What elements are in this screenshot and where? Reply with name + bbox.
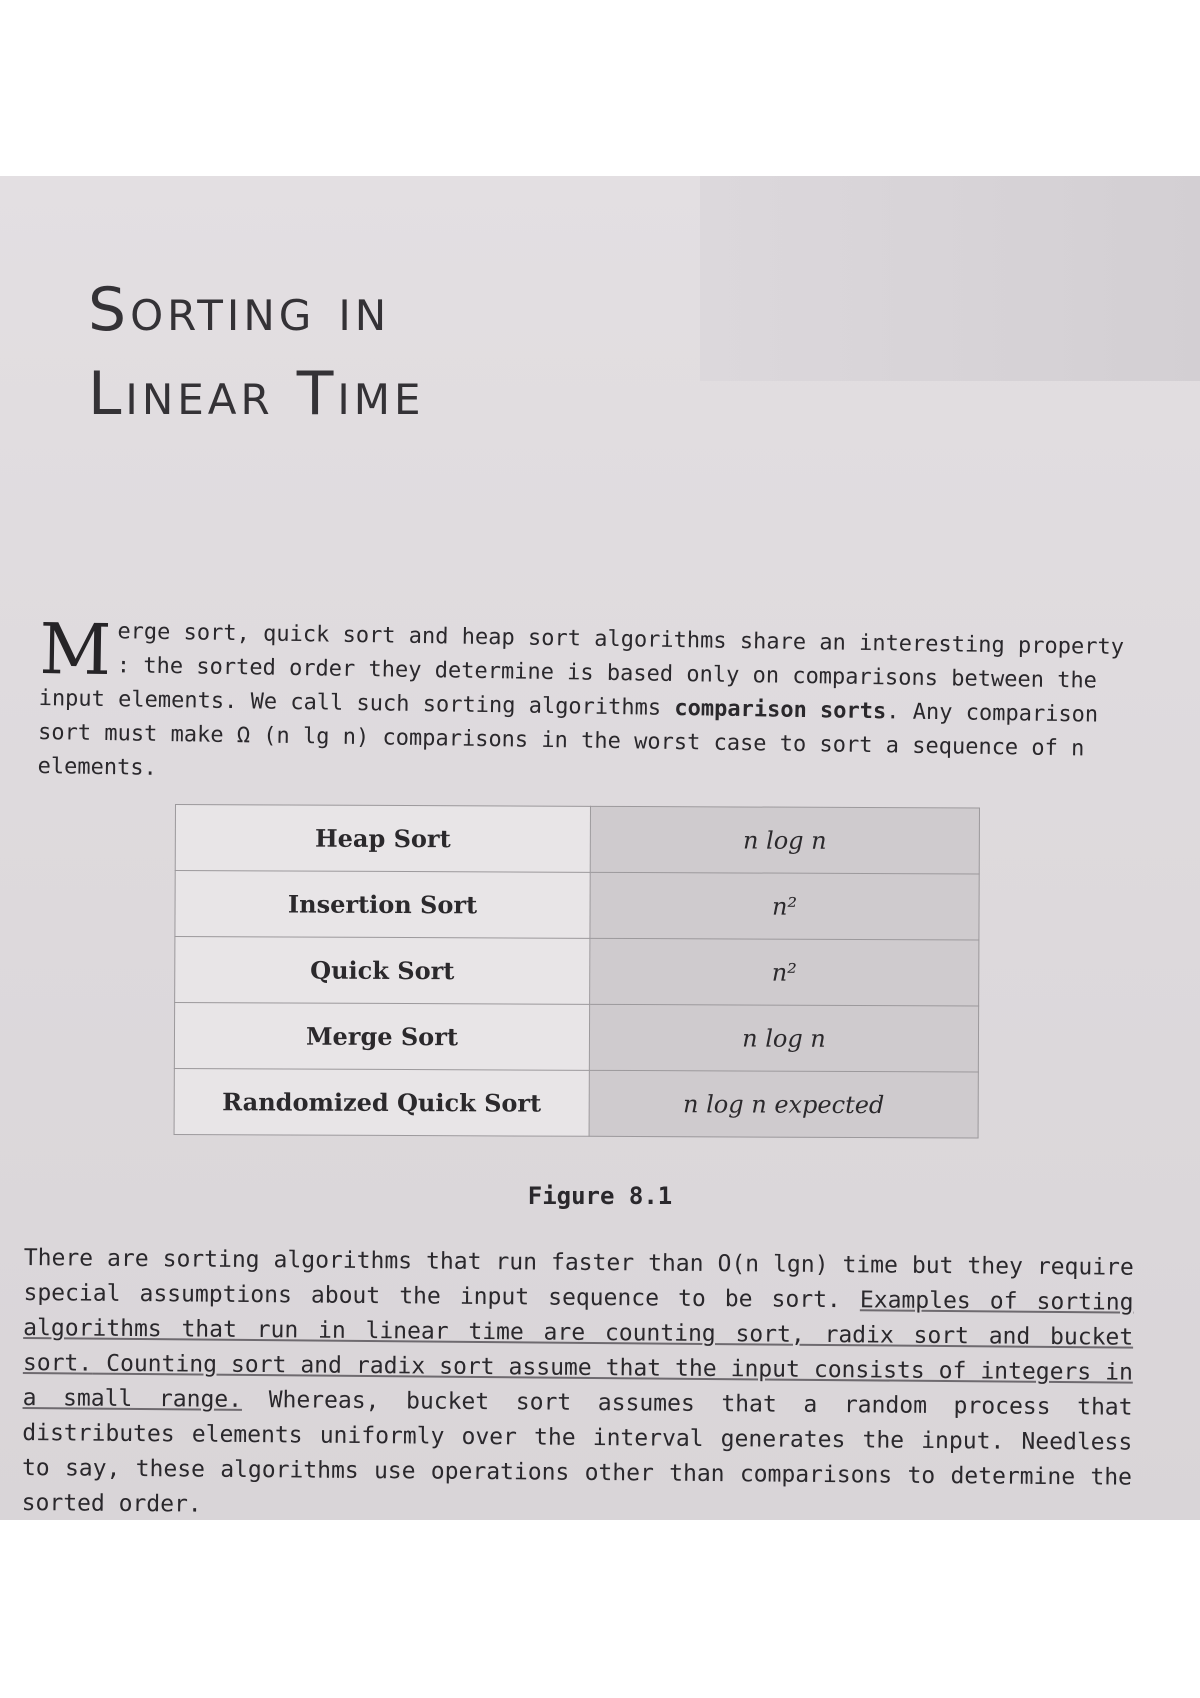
algorithm-cell: Heap Sort xyxy=(175,805,590,873)
complexity-cell: n log n expected xyxy=(589,1070,978,1138)
complexity-cell: n log n xyxy=(590,806,979,874)
underlined-text: Examples of sorting algorithms that run in linear time are counting sort, radix sort and bucket sort. xyxy=(22,1287,1134,1377)
figure-caption: Figure 8.1 xyxy=(527,1182,673,1210)
book-page xyxy=(0,176,1200,1520)
table-row xyxy=(175,871,979,941)
algorithm-cell: Randomized Quick Sort xyxy=(174,1068,589,1136)
intro-paragraph xyxy=(37,608,1130,801)
chapter-title-line: Linear Time xyxy=(88,359,425,429)
chapter-title xyxy=(88,268,425,436)
complexity-table xyxy=(174,804,980,1139)
complexity-cell: n log n xyxy=(589,1004,978,1072)
algorithm-cell: Insertion Sort xyxy=(175,871,590,939)
complexity-cell: n² xyxy=(590,872,979,940)
drop-cap: M xyxy=(38,608,112,692)
intro-text: erge sort, quick sort and heap sort algorithms share an interesting property : the sorted order they determine is based only on comparisons between the input elements. We call such sorting algorithms xyxy=(38,619,1125,721)
table-row xyxy=(174,1003,978,1073)
algorithm-cell: Quick Sort xyxy=(175,937,590,1005)
table-row xyxy=(174,1068,978,1138)
chapter-title-line: Sorting in xyxy=(88,275,391,345)
underlined-text: Counting sort and radix sort assume that the input consists of integers in a small range. xyxy=(22,1350,1134,1413)
body-paragraph xyxy=(22,1241,1134,1520)
body-text: There are sorting algorithms that run faster than O(n lgn) time but they require special assumptions about the input sequence to be sort. xyxy=(23,1244,1134,1314)
algorithm-cell: Merge Sort xyxy=(174,1003,589,1071)
table-row xyxy=(175,805,979,875)
intro-text: . Any comparison sort must make Ω (n lg n) comparisons in the worst case to sort a sequence of n elements. xyxy=(37,699,1099,781)
complexity-cell: n² xyxy=(590,938,979,1006)
key-term: comparison sorts xyxy=(674,695,887,725)
table-row xyxy=(175,937,979,1007)
body-text: Whereas, bucket sort assumes that a random process that distributes elements uniformly over the interval generates the input. Needless to say, these algorithms use operations other than comparisons to determine the sorted order. xyxy=(21,1386,1133,1518)
chapter-toc-box xyxy=(700,176,1200,381)
